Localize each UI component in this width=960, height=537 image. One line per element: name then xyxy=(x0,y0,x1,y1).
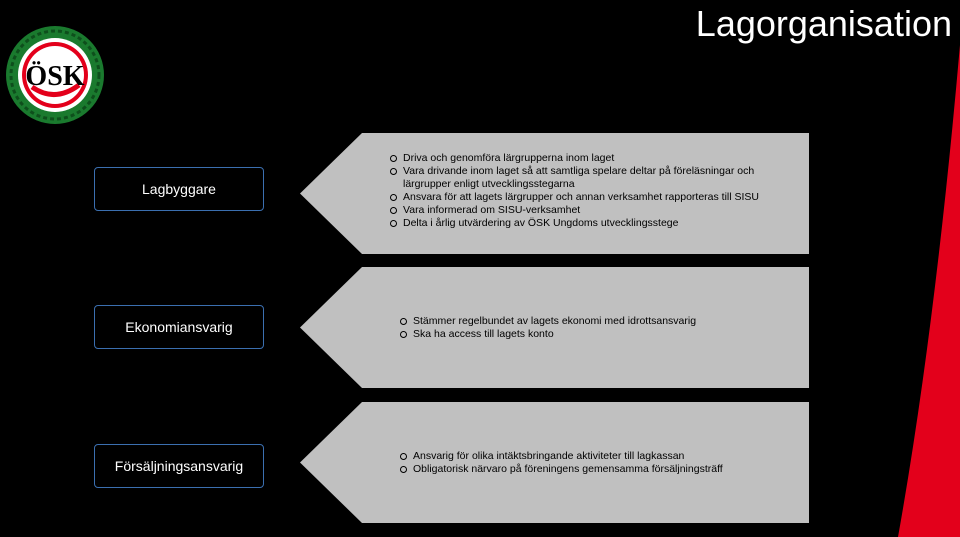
red-accent-shape xyxy=(898,45,960,537)
task-item: Ska ha access till lagets konto xyxy=(398,328,798,341)
role-box-ekonomiansvarig: Ekonomiansvarig xyxy=(94,305,264,349)
role-box-forsaljningsansvarig: Försäljningsansvarig xyxy=(94,444,264,488)
task-item: Vara informerad om SISU-verksamhet xyxy=(388,204,798,217)
task-item: Driva och genomföra lärgrupperna inom laget xyxy=(388,152,798,165)
task-item: Vara drivande inom laget så att samtliga spelare deltar på föreläsningar och lärgrupper enligt utvecklingsstegarna xyxy=(388,165,798,191)
osk-club-crest-icon xyxy=(5,25,105,125)
task-list-ekonomiansvarig xyxy=(398,315,798,341)
task-item: Ansvara för att lagets lärgrupper och annan verksamhet rapporteras till SISU xyxy=(388,191,798,204)
task-item: Obligatorisk närvaro på föreningens gemensamma försäljningsträff xyxy=(398,463,798,476)
role-box-lagbyggare: Lagbyggare xyxy=(94,167,264,211)
task-list-forsaljningsansvarig xyxy=(398,450,798,476)
task-item: Stämmer regelbundet av lagets ekonomi med idrottsansvarig xyxy=(398,315,798,328)
slide-title: Lagorganisation xyxy=(695,3,952,44)
task-list-lagbyggare xyxy=(388,152,798,230)
task-item: Delta i årlig utvärdering av ÖSK Ungdoms utvecklingsstege xyxy=(388,217,798,230)
logo-letters: ÖSK xyxy=(25,61,85,92)
task-item: Ansvarig för olika intäktsbringande aktiviteter till lagkassan xyxy=(398,450,798,463)
